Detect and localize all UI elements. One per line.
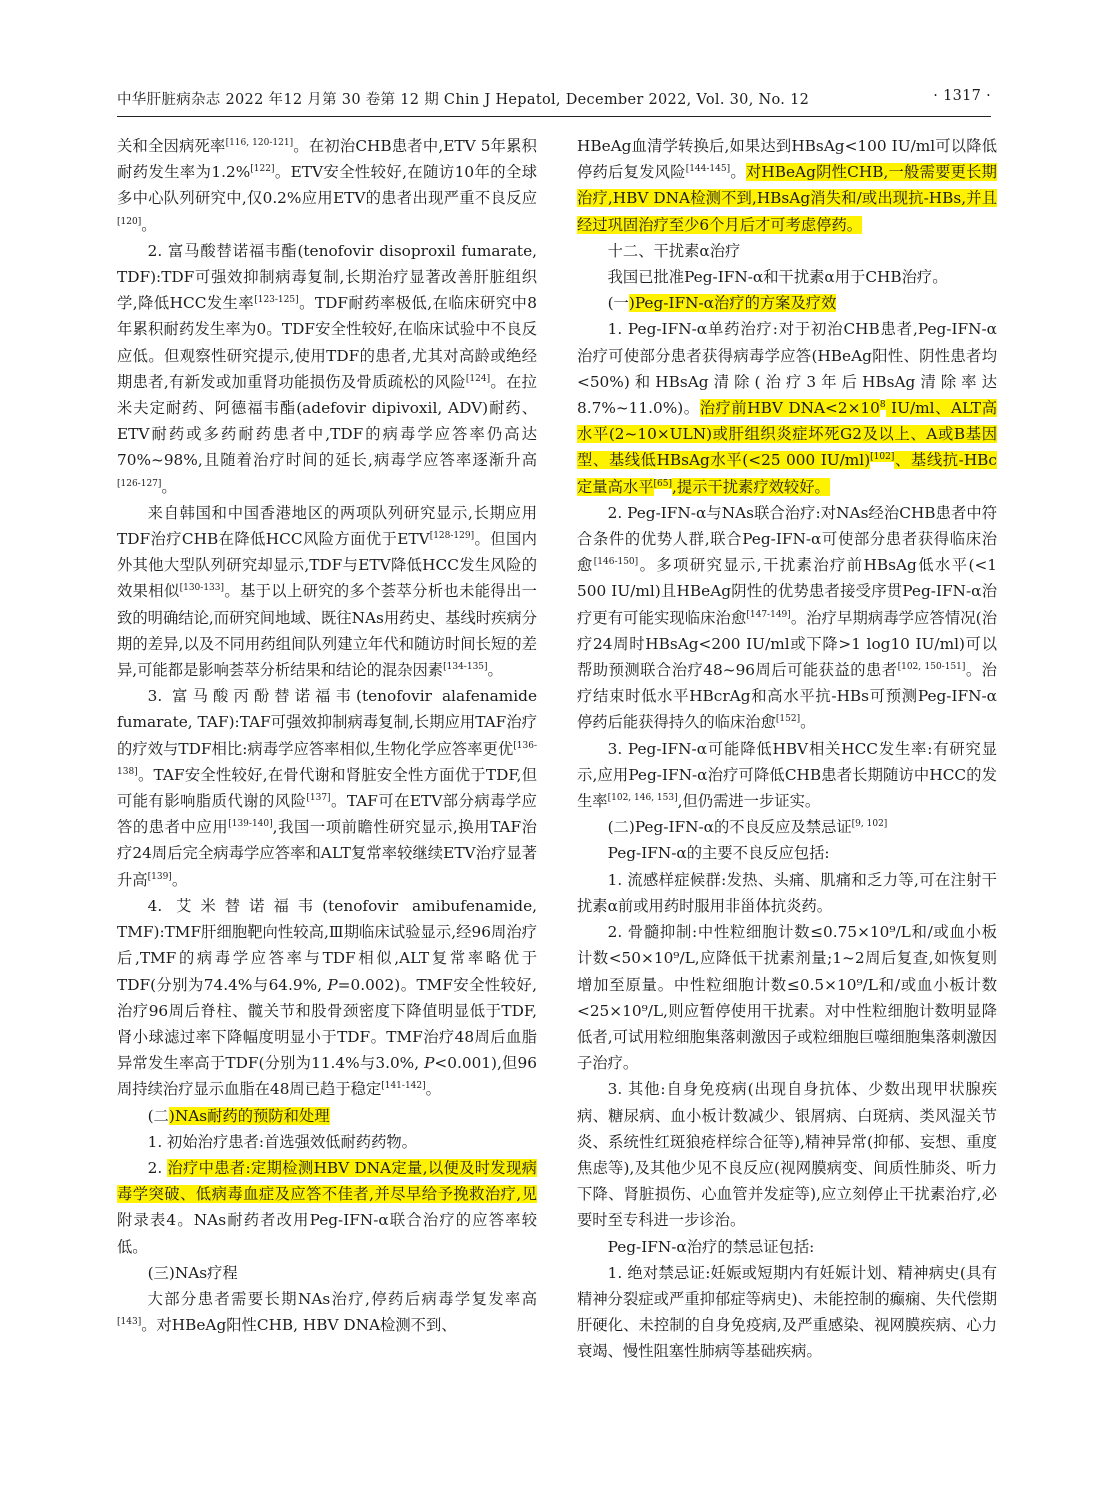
paragraph: [577, 840, 997, 866]
text-run: 对HBeAg阴性CHB,一般需要更长期治疗,HBV DNA检测不到,HBsAg消失和/或出现抗-HBs,并且经过巩固治疗至少6个月后才可考虑停药。: [577, 163, 997, 234]
paragraph: [117, 1155, 537, 1260]
text-run: 十二、干扰素α治疗: [607, 241, 741, 260]
paragraph: [117, 893, 537, 1103]
text-run: 大部分患者需要长期NAs治疗,停药后病毒学复发率高: [147, 1289, 537, 1308]
text-run: 1. 流感样症候群:发热、头痛、肌痛和乏力等,可在注射干扰素α前或用药时服用非甾体抗炎药。: [577, 870, 997, 915]
text-run: 。在拉米夫定耐药、阿德福韦酯(adefovir dipivoxil, ADV)耐药、ETV耐药或多药耐药患者中,TDF的病毒学应答率仍高达70%~98%,且随着治疗时间的延长,病毒学应答率逐渐升高: [117, 372, 537, 470]
citation: [9, 102]: [851, 819, 888, 830]
text-run: P: [327, 975, 338, 994]
paragraph: [577, 316, 997, 499]
text-run: 。在初治CHB患者中,ETV 5年累积耐药发生率为1.2%: [117, 137, 537, 182]
paragraph: [577, 814, 997, 840]
text-run: Peg-IFN-α的主要不良反应包括:: [607, 844, 830, 863]
paragraph: [577, 238, 997, 264]
citation: [134-135]: [443, 661, 488, 672]
citation: [143]: [117, 1317, 142, 1328]
citation: [116, 120-121]: [225, 137, 294, 148]
citation: [137]: [306, 792, 331, 803]
text-run: 。: [141, 215, 157, 234]
text-run: 。TAF可在ETV部分病毒学应答的患者中应用: [117, 792, 537, 837]
text-run: 。对HBeAg阳性CHB, HBV DNA检测不到、: [141, 1316, 457, 1335]
text-run: P: [424, 1054, 435, 1073]
text-run: 。: [487, 661, 503, 680]
citation: [141-142]: [381, 1081, 426, 1092]
paragraph: [577, 1076, 997, 1233]
text-run: (二)Peg-IFN-α的不良反应及禁忌证: [607, 818, 852, 837]
text-run: 。: [730, 163, 746, 182]
citation: [124]: [465, 373, 491, 384]
text-run: 附录表4。NAs耐药者改用Peg-IFN-α联合治疗的应答率较低。: [117, 1211, 537, 1256]
text-run: 1. 初始治疗患者:首选强效低耐药药物。: [147, 1132, 417, 1151]
citation: [128-129]: [429, 530, 475, 541]
text-run: ,提示干扰素疗效较好。: [671, 477, 830, 496]
text-run: 3. Peg-IFN-α可能降低HBV相关HCC发生率:有研究显示,应用Peg-IFN-α治疗可降低CHB患者长期随访中HCC的发生率: [577, 739, 997, 811]
citation: [147-149]: [746, 609, 791, 620]
text-run: <0.001),但96周持续治疗显示血脂在48周已趋于稳定: [117, 1054, 537, 1099]
paragraph: [577, 1260, 997, 1365]
text-run: 我国已批准Peg-IFN-α和干扰素α用于CHB治疗。: [607, 268, 948, 287]
citation: [120]: [117, 216, 142, 227]
paragraph: [117, 1103, 537, 1129]
text-run: 1. Peg-IFN-α单药治疗:对于初治CHB患者,Peg-IFN-α治疗可使部分患者获得病毒学应答(HBeAg阳性、阴性患者均<50%)和HBsAg清除(治疗3年后HBsAg清除率达8.7%~11.0%)。: [577, 320, 997, 418]
text-run: 2. 骨髓抑制:中性粒细胞计数≤0.75×10⁹/L和/或血小板计数<50×10⁹/L,应降低干扰素剂量;1~2周后复查,如恢复则增加至原量。中性粒细胞计数≤0.5×10⁹/L和/或血小板计数<25×10⁹/L,则应暂停使用干扰素。对中性粒细胞计数明显降低者,可试用粒细胞集落刺激因子或粒细胞巨噬细胞集落刺激因子治疗。: [577, 923, 997, 1073]
text-run: 关和全因病死率: [117, 137, 226, 155]
text-run: 。: [425, 1080, 441, 1099]
paragraph: [117, 1286, 537, 1338]
paragraph: [117, 1260, 537, 1286]
text-run: 。TDF耐药率极低,在临床研究中8年累积耐药发生率为0。TDF安全性较好,在临床试验中不良反应低。但观察性研究提示,使用TDF的患者,尤其对高龄或绝经期患者,有新发或加重肾功能损伤及骨质疏松的风险: [117, 294, 537, 391]
text-run: )NAs耐药的预防和处理: [168, 1106, 330, 1125]
paragraph: [577, 264, 997, 290]
header-rule: [117, 116, 991, 117]
paragraph: [577, 867, 997, 919]
text-run: 。多项研究显示,干扰素治疗前HBsAg低水平(<1 500 IU/ml)且HBeAg阴性的优势患者接受序贯Peg-IFN-α治疗更有可能实现临床治愈: [577, 556, 997, 627]
citation: [136-138]: [117, 740, 537, 777]
journal-citation: 中华肝脏病杂志 2022 年12 月第 30 卷第 12 期 Chin J Hepatol, December 2022, Vol. 30, No. 12: [117, 92, 810, 108]
paragraph: [117, 238, 537, 500]
text-run: 2. 富马酸替诺福韦酯(tenofovir disoproxil fumarate, TDF):TDF可强效抑制病毒复制,长期治疗显著改善肝脏组织学,降低HCC发生率: [117, 241, 537, 313]
text-run: 治疗前HBV DNA<2×10: [699, 399, 880, 418]
text-run: 治疗中患者:定期检测HBV DNA定量,以便及时发现病毒学突破、低病毒血症及应答不佳者,并尽早给予挽救治疗,见: [117, 1158, 537, 1204]
citation: [130-133]: [179, 583, 225, 594]
citation: 8: [879, 399, 886, 410]
paragraph: [117, 1129, 537, 1155]
text-run: 2. Peg-IFN-α与NAs联合治疗:对NAs经治CHB患者中符合条件的优势人群,联合Peg-IFN-α可使部分患者获得临床治愈: [577, 503, 997, 575]
text-run: )Peg-IFN-α治疗的方案及疗效: [628, 294, 837, 313]
citation: [102]: [870, 452, 895, 463]
paragraph: [577, 133, 997, 238]
paragraph: [577, 736, 997, 815]
citation: [65]: [653, 478, 672, 489]
text-run: 。: [161, 477, 177, 496]
paragraph: [577, 290, 997, 316]
paragraph: [117, 133, 537, 238]
paragraph: [117, 683, 537, 893]
running-header: [117, 88, 991, 112]
citation: [146-150]: [593, 557, 639, 568]
text-run: ,我国一项前瞻性研究显示,换用TAF治疗24周后完全病毒学应答率和ALT复常率较继续ETV治疗显著升高: [117, 818, 537, 889]
text-run: Peg-IFN-α治疗的禁忌证包括:: [607, 1237, 815, 1256]
paragraph: [577, 1234, 997, 1260]
text-run: (三)NAs疗程: [147, 1263, 238, 1282]
citation: [123-125]: [254, 295, 299, 306]
citation: [122]: [250, 164, 275, 175]
citation: [139]: [147, 871, 172, 882]
left-column: [117, 133, 537, 1338]
text-run: 3. 其他:自身免疫病(出现自身抗体、少数出现甲状腺疾病、糖尿病、血小板计数减少、银屑病、白斑病、类风湿关节炎、系统性红斑狼疮样综合征等),精神异常(抑郁、妄想、重度焦虑等),及其他少见不良反应(视网膜病变、间质性肺炎、听力下降、肾脏损伤、心血管并发症等),应立刻停止干扰素治疗,必要时至专科进一步诊治。: [577, 1080, 997, 1230]
text-run: 。: [800, 713, 816, 732]
text-run: ,但仍需进一步证实。: [677, 792, 821, 811]
text-run: 。ETV安全性较好,在随访10年的全球多中心队列研究中,仅0.2%应用ETV的患者出现严重不良反应: [117, 163, 537, 208]
text-run: HBeAg血清学转换后,如果达到HBsAg<100 IU/ml可以降低停药后复发风险: [577, 137, 997, 182]
text-run: 4. 艾米替诺福韦(tenofovir amibufenamide, TMF):TMF肝细胞靶向性较高,Ⅲ期临床试验显示,经96周治疗后,TMF的病毒学应答率与TDF相似,ALT复常率略优于TDF(分别为74.4%与64.9%,: [117, 896, 537, 994]
paragraph: [577, 919, 997, 1076]
citation: [126-127]: [117, 478, 162, 489]
text-run: 。TAF安全性较好,在骨代谢和肾脏安全性方面优于TDF,但可能有影响脂质代谢的风险: [117, 765, 537, 811]
text-run: 来自韩国和中国香港地区的两项队列研究显示,长期应用TDF治疗CHB在降低HCC风险方面优于ETV: [117, 503, 537, 549]
text-run: 。基于以上研究的多个荟萃分析也未能得出一致的明确结论,而研究间地域、既往NAs用药史、基线时疾病分期的差异,以及不同用药组间队列建立年代和随访时间长短的差异,可能都是影响荟萃分析结果和结论的混杂因素: [117, 582, 537, 680]
text-run: 2.: [147, 1158, 168, 1177]
citation: [144-145]: [685, 164, 731, 175]
text-run: 。但国内外其他大型队列研究却显示,TDF与ETV降低HCC发生风险的效果相似: [117, 530, 537, 601]
page-number: · 1317 ·: [933, 88, 991, 104]
citation: [139-140]: [228, 819, 273, 830]
right-column: [577, 133, 997, 1365]
citation: [102, 146, 153]: [607, 792, 678, 803]
text-run: 。: [171, 870, 188, 889]
paragraph: [577, 500, 997, 736]
text-run: (一: [607, 294, 629, 313]
citation: [152]: [775, 714, 801, 725]
text-run: (二: [147, 1106, 169, 1125]
text-run: 、基线抗-HBc定量高水平: [577, 451, 997, 496]
text-run: IU/ml、ALT高水平(2~10×ULN)或肝组织炎症坏死G2及以上、A或B基因型、基线低HBsAg水平(<25 000 IU/ml): [577, 399, 997, 470]
text-run: 3. 富马酸丙酚替诺福韦(tenofovir alafenamide fumarate, TAF):TAF可强效抑制病毒复制,长期应用TAF治疗的疗效与TDF相比:病毒学应答率相似,生物化学应答率更优: [117, 687, 537, 758]
paragraph: [117, 500, 537, 683]
citation: [102, 150-151]: [897, 661, 966, 672]
text-run: 。治疗结束时低水平HBcrAg和高水平抗-HBs可预测Peg-IFN-α停药后能获得持久的临床治愈: [577, 661, 997, 732]
text-run: 1. 绝对禁忌证:妊娠或短期内有妊娠计划、精神病史(具有精神分裂症或严重抑郁症等病史)、未能控制的癫痫、失代偿期肝硬化、未控制的自身免疫病,及严重感染、视网膜疾病、心力衰竭、慢性阻塞性肺病等基础疾病。: [577, 1263, 997, 1361]
text-run: 。治疗早期病毒学应答情况(治疗24周时HBsAg<200 IU/ml或下降>1 log10 IU/ml)可以帮助预测联合治疗48~96周后可能获益的患者: [577, 608, 997, 680]
text-run: =0.002)。TMF安全性较好,治疗96周后脊柱、髋关节和股骨颈密度下降值明显低于TDF,肾小球滤过率下降幅度明显小于TDF。TMF治疗48周后血脂异常发生率高于TDF(分别为11.4%与3.0%,: [117, 975, 538, 1073]
